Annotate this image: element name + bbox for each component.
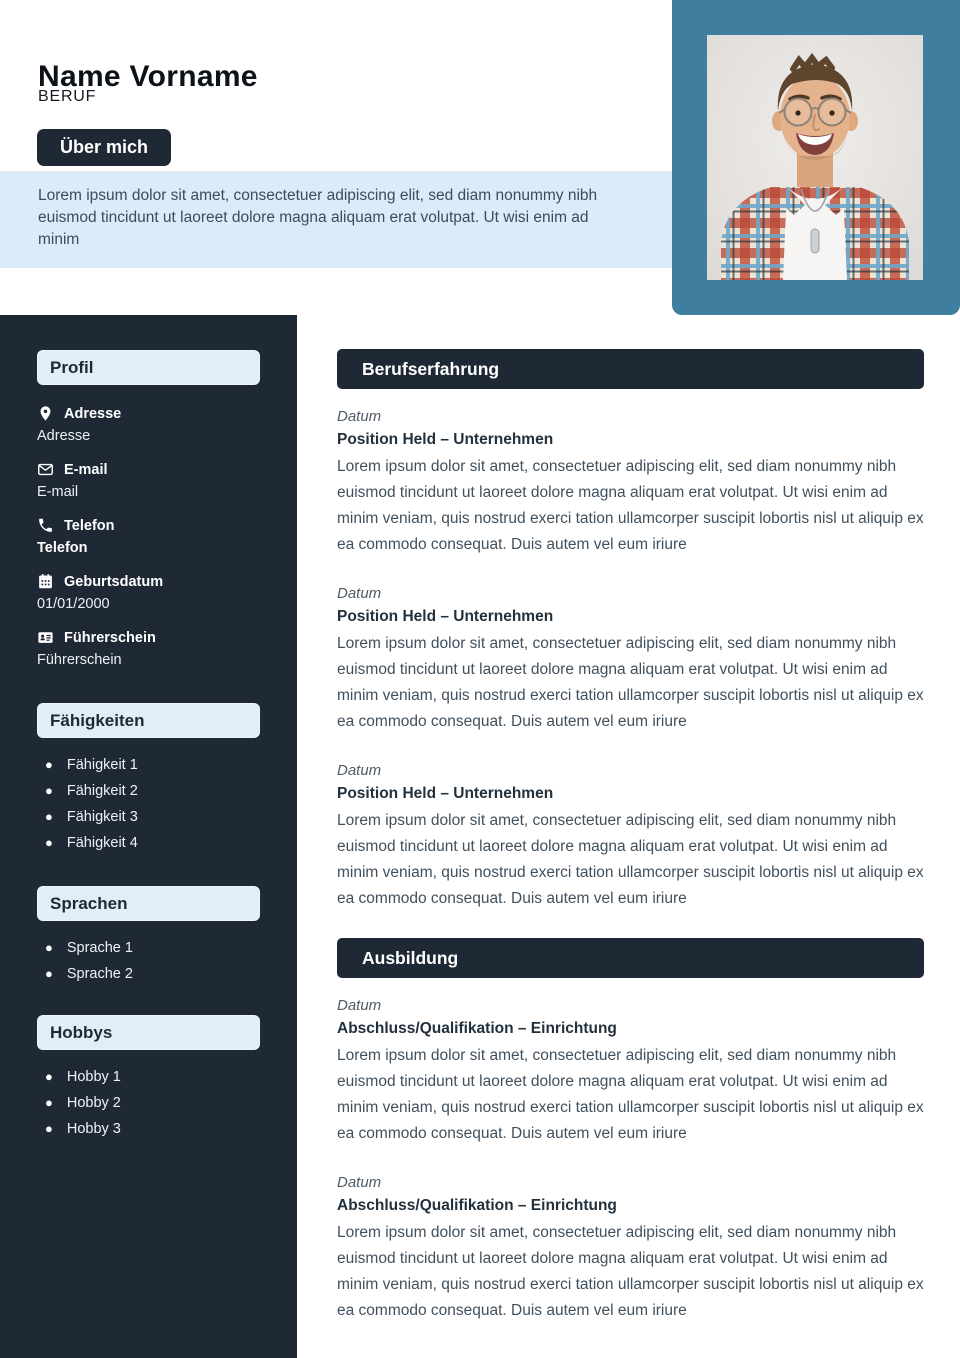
phone-icon [37, 517, 54, 534]
bullet-icon: ● [45, 783, 53, 798]
berufserfahrung-section-header [337, 349, 924, 389]
profil-item-geburtsdatum [37, 573, 260, 612]
faehigkeiten-title-label: Fähigkeiten [50, 710, 145, 730]
person-name: Name Vorname [38, 60, 258, 94]
ausbildung-entries [337, 996, 924, 1324]
sidebar-section-title-faehigkeiten [37, 703, 260, 738]
sidebar-section-title-hobbys [37, 1015, 260, 1050]
bullet-icon: ● [45, 1121, 53, 1136]
education-entry [337, 996, 924, 1147]
list-item: ● Fähigkeit 1 [45, 752, 260, 778]
entry-description: Lorem ipsum dolor sit amet, consectetuer adipiscing elit, sed diam nonummy nibh euismod tincidunt ut laoreet dolore magna aliquam erat volutpat. Ut wisi enim ad minim veniam, quis nostrud exerci tation ullamcorper suscipit lobortis nisl ut aliquip ex ea commodo consequat. Duis autem vel eum iriure [337, 635, 924, 730]
work-entry [337, 761, 924, 912]
bullet-icon: ● [45, 940, 53, 955]
profil-item-label: E-mail [64, 461, 108, 478]
hobbys-title-label: Hobbys [50, 1022, 113, 1042]
profil-item-value: Führerschein [37, 652, 122, 668]
entry-date: Datum [337, 408, 382, 425]
list-item: ● Fähigkeit 2 [45, 778, 260, 804]
profil-item-fuehrerschein [37, 629, 260, 668]
entry-date: Datum [337, 997, 382, 1014]
main-content [337, 349, 924, 1350]
envelope-icon [37, 461, 54, 478]
bullet-icon: ● [45, 1069, 53, 1084]
profil-item-label: Geburtsdatum [64, 573, 164, 590]
bullet-icon: ● [45, 835, 53, 850]
sidebar [0, 315, 297, 1358]
berufserfahrung-title-label: Berufserfahrung [362, 358, 500, 379]
photo-frame [672, 0, 960, 315]
about-section-header: Über mich [37, 129, 171, 166]
entry-date: Datum [337, 585, 382, 602]
entry-description: Lorem ipsum dolor sit amet, consectetuer adipiscing elit, sed diam nonummy nibh euismod tincidunt ut laoreet dolore magna aliquam erat volutpat. Ut wisi enim ad minim veniam, quis nostrud exerci tation ullamcorper suscipit lobortis nisl ut aliquip ex ea commodo consequat. Duis autem vel eum iriure [337, 1224, 924, 1319]
list-item: ● Hobby 2 [45, 1090, 260, 1116]
entry-qualification: Abschluss/Qualifikation – Einrichtung [337, 1197, 617, 1214]
profil-item-email [37, 461, 260, 500]
sidebar-section-title-sprachen [37, 886, 260, 921]
entry-position: Position Held – Unternehmen [337, 785, 554, 802]
ausbildung-section-header [337, 938, 924, 978]
profile-photo [707, 35, 923, 280]
profil-item-value: 01/01/2000 [37, 596, 110, 612]
sprachen-list [37, 935, 260, 987]
faehigkeiten-list [37, 752, 260, 856]
list-item: ● Fähigkeit 3 [45, 804, 260, 830]
profil-item-telefon [37, 517, 260, 556]
bullet-icon: ● [45, 1095, 53, 1110]
profil-item-adresse [37, 405, 260, 444]
work-entry [337, 584, 924, 735]
profil-title-label: Profil [50, 357, 94, 377]
list-item: ● Sprache 2 [45, 961, 260, 987]
id-card-icon [37, 629, 54, 646]
sidebar-section-title-profil [37, 350, 260, 385]
entry-position: Position Held – Unternehmen [337, 608, 554, 625]
entry-qualification: Abschluss/Qualifikation – Einrichtung [337, 1020, 617, 1037]
list-item: ● Hobby 3 [45, 1116, 260, 1142]
profil-item-value: E-mail [37, 484, 79, 500]
list-item: ● Hobby 1 [45, 1064, 260, 1090]
list-item: ● Fähigkeit 4 [45, 830, 260, 856]
bullet-icon: ● [45, 757, 53, 772]
work-entry [337, 407, 924, 558]
profil-item-label: Führerschein [64, 629, 156, 646]
berufserfahrung-entries [337, 407, 924, 912]
entry-position: Position Held – Unternehmen [337, 431, 554, 448]
hobbys-list [37, 1064, 260, 1142]
profil-items [37, 405, 260, 668]
entry-date: Datum [337, 1174, 382, 1191]
location-pin-icon [37, 405, 54, 422]
sprachen-title-label: Sprachen [50, 893, 128, 913]
about-text: Lorem ipsum dolor sit amet, consectetuer adipiscing elit, sed diam nonummy nibh euismod tincidunt ut laoreet dolore magna aliquam erat volutpat. Ut wisi enim ad minim [38, 187, 598, 248]
entry-description: Lorem ipsum dolor sit amet, consectetuer adipiscing elit, sed diam nonummy nibh euismod tincidunt ut laoreet dolore magna aliquam erat volutpat. Ut wisi enim ad minim veniam, quis nostrud exerci tation ullamcorper suscipit lobortis nisl ut aliquip ex ea commodo consequat. Duis autem vel eum iriure [337, 812, 924, 907]
job-title: BERUF [38, 88, 97, 105]
bullet-icon: ● [45, 809, 53, 824]
profil-item-value: Telefon [37, 540, 88, 556]
list-item: ● Sprache 1 [45, 935, 260, 961]
profil-item-label: Adresse [64, 405, 122, 422]
profil-item-value: Adresse [37, 428, 91, 444]
calendar-icon [37, 573, 54, 590]
about-strip [0, 171, 672, 268]
entry-description: Lorem ipsum dolor sit amet, consectetuer adipiscing elit, sed diam nonummy nibh euismod tincidunt ut laoreet dolore magna aliquam erat volutpat. Ut wisi enim ad minim veniam, quis nostrud exerci tation ullamcorper suscipit lobortis nisl ut aliquip ex ea commodo consequat. Duis autem vel eum iriure [337, 1047, 924, 1142]
profil-item-label: Telefon [64, 517, 115, 534]
bullet-icon: ● [45, 966, 53, 981]
entry-description: Lorem ipsum dolor sit amet, consectetuer adipiscing elit, sed diam nonummy nibh euismod tincidunt ut laoreet dolore magna aliquam erat volutpat. Ut wisi enim ad minim veniam, quis nostrud exerci tation ullamcorper suscipit lobortis nisl ut aliquip ex ea commodo consequat. Duis autem vel eum iriure [337, 458, 924, 553]
education-entry [337, 1173, 924, 1324]
entry-date: Datum [337, 762, 382, 779]
ausbildung-title-label: Ausbildung [362, 947, 459, 968]
